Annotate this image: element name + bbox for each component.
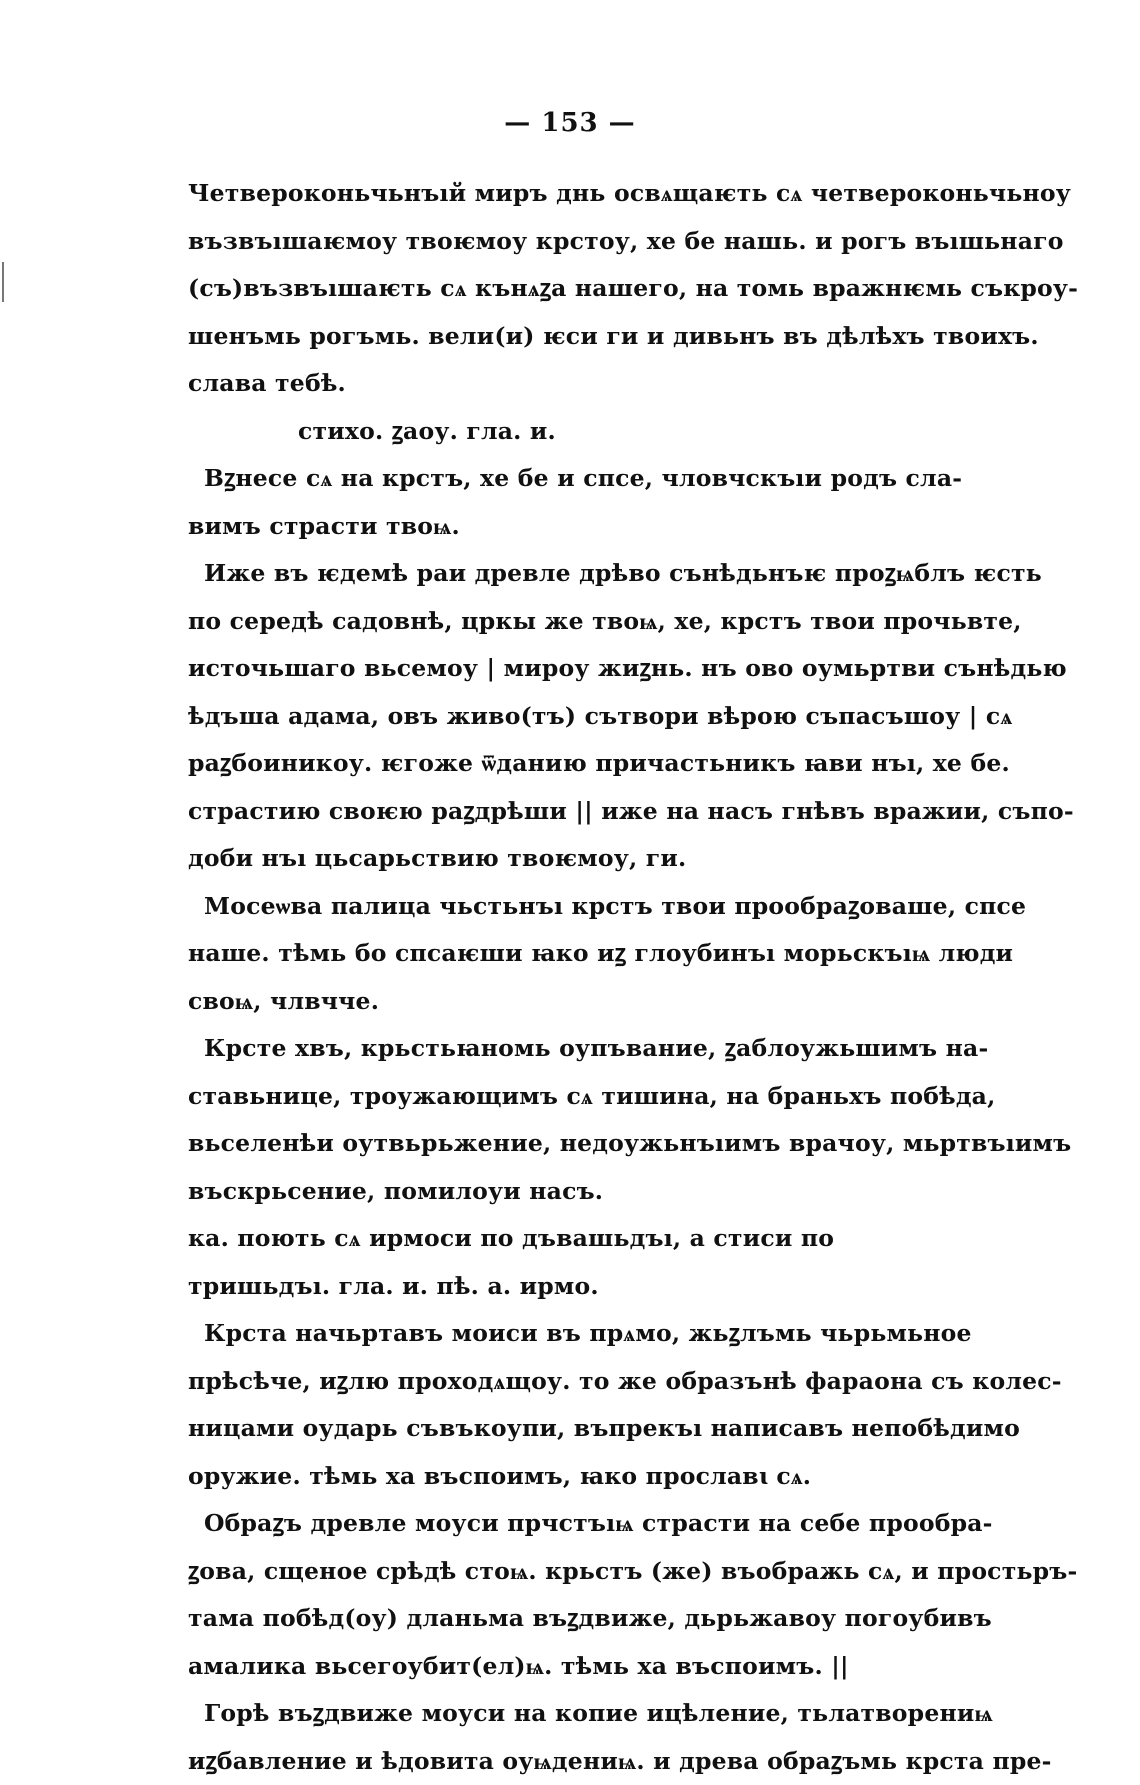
text-line: вимъ страсти твоѩ. (188, 503, 968, 551)
text-line: иꙁбавление и ѣдовита оуѩдениѩ. и древа обраꙁъмь крста пре- (188, 1738, 968, 1785)
text-line: страстию своѥю раꙁдрѣши || иже на насъ гнѣвъ вражии, съпо- (188, 788, 968, 836)
text-line: по середѣ садовнѣ, цркы же твоѩ, хе, крстъ твои прочьвте, (188, 598, 968, 646)
text-line: шенъмь рогъмь. вели(и) ѥси ги и дивьнъ въ дѣлѣхъ твоихъ. (188, 313, 968, 361)
text-line: ницами оударь съвъкоупи, въпрекъı написавъ непобѣдимо (188, 1405, 968, 1453)
text-line: раꙁбоиникоу. ѥгоже ѿданию причастьникъ ꙗви нъı, хе бе. (188, 740, 968, 788)
text-line: прѣсѣче, иꙁлю проходѧщоу. то же образънѣ фараона съ колес- (188, 1358, 968, 1406)
text-line: (съ)възвъıшаѥть сѧ кънѧꙁа нашего, на томь вражнѥмь съкроу- (188, 265, 968, 313)
text-line: оружие. тѣмь ха въспоимъ, ꙗко прославꙇ сѧ. (188, 1453, 968, 1501)
text-line: стихо. ꙁаоу. гла. и. (188, 408, 968, 456)
text-line: источьшаго вьсемоу | мироу жиꙁнь. нъ ово оумьртви сънѣдью (188, 645, 968, 693)
text-line: ка. поють сѧ ирмоси по дъвашьдъı, а стиси по (188, 1215, 968, 1263)
text-line: Горѣ въꙁдвиже моуси на копие ицѣление, тьлатворениѩ (188, 1690, 968, 1738)
text-line: ѣдъша адама, овъ живо(тъ) сътвори вѣрою съпасъшоу | сѧ (188, 693, 968, 741)
page-number: — 153 — (0, 108, 1140, 138)
text-line: наше. тѣмь бо спсаѥши ꙗко иꙁ глоубинъı морьскъıѩ люди (188, 930, 968, 978)
text-line: Крста начьртавъ моиси въ прѧмо, жьꙁлъмь чьрьмьное (188, 1310, 968, 1358)
text-line: тама побѣд(оу) дланьма въꙁдвиже, дьрьжавоу погоубивъ (188, 1595, 968, 1643)
text-line: тришьдъı. гла. и. пѣ. а. ирмо. (188, 1263, 968, 1311)
text-line: Обраꙁъ древле моуси прчстъıѩ страсти на себе прообра- (188, 1500, 968, 1548)
margin-mark (2, 262, 4, 302)
text-line: Крсте хвъ, крьстьꙗномь оупъвание, ꙁаблоужьшимъ на- (188, 1025, 968, 1073)
text-line: Четвероконьчьнъıй миръ днь освѧщаѥть сѧ четвероконьчьноу (188, 170, 968, 218)
body-text (188, 170, 968, 1785)
text-line: ставьнице, троужающимъ сѧ тишина, на браньхъ побѣда, (188, 1073, 968, 1121)
text-line: ꙁова, сщеное срѣдѣ стоѩ. крьстъ (же) въображь сѧ, и простьръ- (188, 1548, 968, 1596)
text-line: Вꙁнесе сѧ на крстъ, хе бе и спсе, чловчскъıи родъ сла- (188, 455, 968, 503)
text-line: Иже въ ѥдемѣ раи древле дрѣво сънѣдьнъѥ проꙁѩблъ ѥсть (188, 550, 968, 598)
text-line: Мосеѡва палица чьстьнъı крстъ твои прообраꙁоваше, спсе (188, 883, 968, 931)
text-line: слава тебѣ. (188, 360, 968, 408)
text-line: амалика вьсегоубит(ел)ѩ. тѣмь ха въспоимъ. || (188, 1643, 968, 1691)
text-line: своѩ, члвчче. (188, 978, 968, 1026)
text-line: въскрьсение, помилоуи насъ. (188, 1168, 968, 1216)
text-line: доби нъı цьсарьствию твоѥмоу, ги. (188, 835, 968, 883)
text-line: вьселенѣи оутвьрьжение, недоужьнъıимъ врачоу, мьртвъıимъ (188, 1120, 968, 1168)
text-line: възвъıшаѥмоу твоѥмоу крстоу, хе бе нашь. и рогъ въıшьнаго (188, 218, 968, 266)
